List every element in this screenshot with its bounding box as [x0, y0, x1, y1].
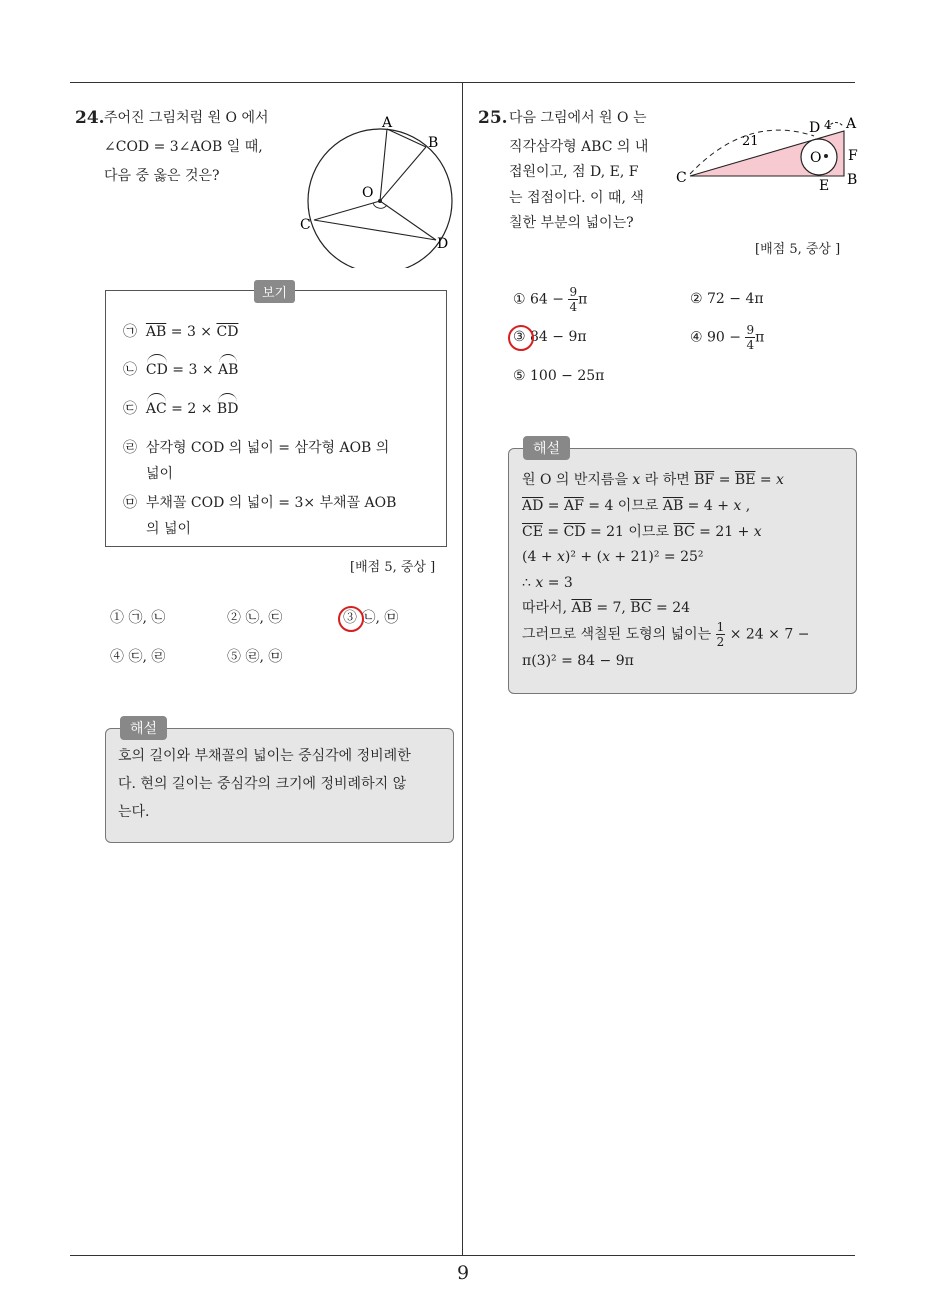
- bogi-item: ㉡ CD = 3 × AB: [123, 356, 238, 385]
- label-C: C: [676, 170, 687, 186]
- question-stem-line: 다음 그림에서 원 O 는: [509, 110, 647, 126]
- solution-line: 는다.: [118, 804, 150, 820]
- bogi-item-cont: 넓이: [146, 466, 174, 482]
- solution-label: 해설: [120, 716, 167, 740]
- label-B: B: [428, 135, 439, 151]
- choice-2[interactable]: ② 72 − 4π: [690, 291, 764, 307]
- choice-4[interactable]: ④ 90 − $\frac{9}{4}$ π: [690, 323, 765, 352]
- solution-line: 호의 길이와 부채꼴의 넓이는 중심각에 정비례한: [118, 748, 411, 764]
- label-E: E: [819, 178, 830, 194]
- label-D: D: [809, 120, 821, 136]
- question-stem-line: 직각삼각형 ABC 의 내: [509, 139, 649, 155]
- page-number: 9: [456, 1262, 470, 1284]
- solution-line: π(3)² = 84 − 9π: [522, 653, 634, 669]
- circle-figure: [290, 108, 460, 268]
- question-stem-line: 접원이고, 점 D, E, F: [509, 164, 639, 180]
- choice-2[interactable]: ② ㉡, ㉢: [227, 610, 283, 626]
- answer-circle: [508, 325, 534, 351]
- bogi-item: ㉠ $\overline{AB} = 3 \times \overline{CD}$: [123, 324, 239, 340]
- question-stem-line: 는 접점이다. 이 때, 색: [509, 190, 644, 206]
- solution-line: ∴ 𝑥 = 3: [522, 575, 573, 591]
- triangle-figure: [672, 108, 867, 198]
- question-stem-line: 다음 중 옳은 것은?: [104, 168, 220, 184]
- label-A: A: [382, 115, 393, 131]
- label-O: O: [810, 150, 822, 166]
- bogi-label: 보기: [254, 280, 295, 303]
- choice-3[interactable]: ③ ㉡, ㉤: [343, 610, 399, 626]
- bottom-rule: [70, 1255, 855, 1256]
- choice-1[interactable]: ① ㉠, ㉡: [110, 610, 166, 626]
- choice-4[interactable]: ④ ㉢, ㉣: [110, 649, 166, 665]
- label-O: O: [362, 185, 374, 201]
- question-number: 25.: [478, 108, 508, 128]
- label-F: F: [848, 148, 858, 164]
- solution-line: 따라서, $\overline{AB} = 7$, $\overline{BC} = 24$: [522, 600, 691, 616]
- label-C: C: [300, 217, 311, 233]
- solution-line: 그러므로 색칠된 도형의 넓이는 $\frac{1}{2}$ × 24 × 7 −: [522, 620, 810, 649]
- answer-circle: [338, 606, 364, 632]
- label-B: B: [847, 172, 858, 188]
- label-A: A: [846, 116, 857, 132]
- question-number: 24.: [75, 108, 105, 128]
- bogi-item-cont: 의 넓이: [146, 521, 192, 537]
- solution-line: (4 + 𝑥)² + (𝑥 + 21)² = 25²: [522, 549, 704, 565]
- bogi-item: ㉣ 삼각형 COD 의 넓이 = 삼각형 AOB 의: [123, 440, 390, 456]
- solution-line: $\overline{AD} = \overline{AF} = 4$ 이므로 $\overline{AB} = 4$ + 𝑥 ,: [522, 498, 751, 514]
- choice-1[interactable]: ① 64 − $\frac{9}{4}$ π: [513, 285, 588, 314]
- label-len4: 4: [824, 118, 832, 132]
- solution-line: 원 O 의 반지름을 𝑥 라 하면 $\overline{BF} = \overline{BE}$ = 𝑥: [522, 472, 784, 488]
- score: [배점 5, 중상 ]: [755, 242, 841, 257]
- label-len21: 21: [742, 134, 759, 149]
- choice-5[interactable]: ⑤ ㉣, ㉤: [227, 649, 283, 665]
- question-stem-line: ∠COD = 3∠AOB 일 때,: [104, 139, 263, 155]
- solution-label: 해설: [523, 436, 570, 460]
- question-stem-line: 주어진 그림처럼 원 O 에서: [104, 110, 269, 126]
- label-D: D: [437, 236, 449, 252]
- score: [배점 5, 중상 ]: [350, 560, 436, 575]
- column-divider: [462, 83, 463, 1256]
- bogi-item: ㉢ AC = 2 × BD: [123, 395, 238, 424]
- solution-line: $\overline{CE} = \overline{CD} = 21$ 이므로 $\overline{BC} = 21$ + 𝑥: [522, 524, 762, 540]
- bogi-item: ㉤ 부채꼴 COD 의 넓이 = 3× 부채꼴 AOB: [123, 495, 397, 511]
- solution-line: 다. 현의 길이는 중심각의 크기에 정비례하지 않: [118, 776, 407, 792]
- question-stem-line: 칠한 부분의 넓이는?: [509, 215, 634, 231]
- choice-5[interactable]: ⑤ 100 − 25π: [513, 368, 605, 384]
- choice-3[interactable]: ③ 84 − 9π: [513, 329, 587, 345]
